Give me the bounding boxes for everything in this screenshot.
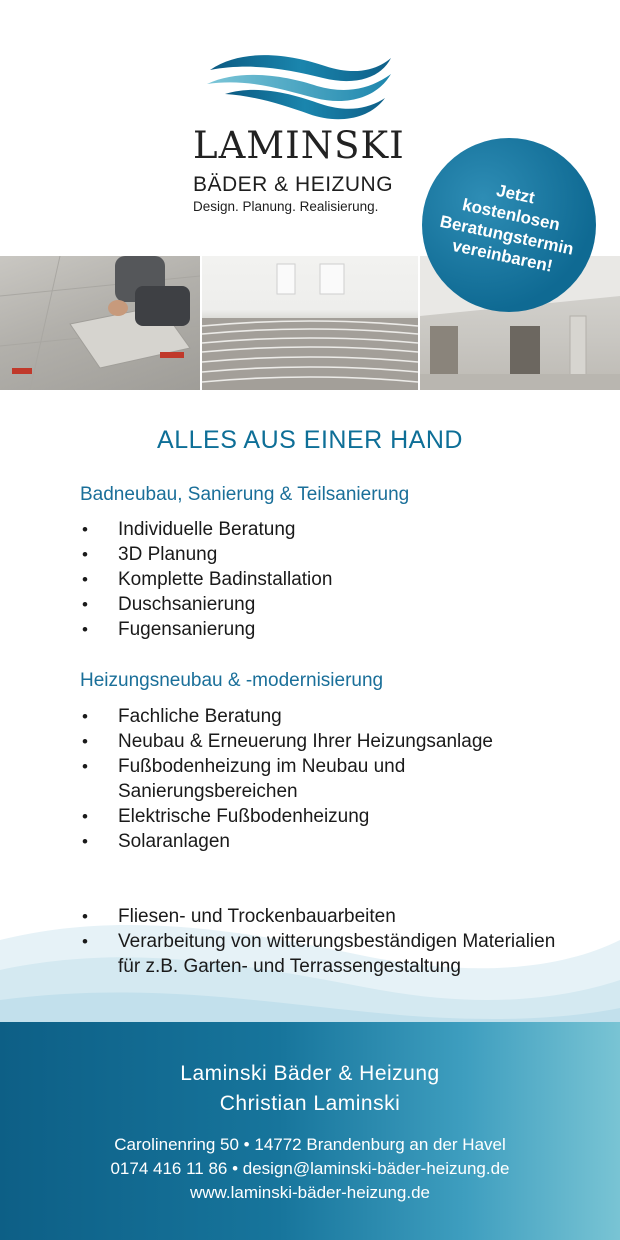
list-item: • 3D Planung	[80, 542, 580, 567]
list-item: • Komplette Badinstallation	[80, 567, 580, 592]
list-item: • Solaranlagen	[80, 829, 500, 854]
brand-name: LAMINSKI	[193, 124, 405, 167]
list-item: • Neubau & Erneuerung Ihrer Heizungsanlage	[80, 729, 500, 754]
underfloor-heating-photo	[202, 256, 418, 390]
bath-services-list	[80, 517, 580, 642]
footer-address: Carolinenring 50 • 14772 Brandenburg an der Havel	[114, 1135, 506, 1154]
section-heading-bath: Badneubau, Sanierung & Teilsanierung	[80, 484, 410, 505]
list-item: • Duschsanierung	[80, 592, 580, 617]
list-item: • Verarbeitung von witterungsbeständigen Materialien für z.B. Garten- und Terrassengestaltung	[80, 929, 580, 979]
footer-contact: 0174 416 11 86 • design@laminski-bäder-heizung.de	[110, 1159, 510, 1178]
footer	[0, 1022, 620, 1240]
badge-text: Jetzt kostenlosen Beratungstermin vereinbaren!	[438, 180, 576, 276]
brand-slogan: Design. Planung. Realisierung.	[193, 199, 379, 214]
footer-owner: Christian Laminski	[219, 1092, 401, 1115]
list-item: • Fugensanierung	[80, 617, 580, 642]
wave-logo-icon	[205, 48, 395, 123]
list-item: • Fliesen- und Trockenbauarbeiten	[80, 904, 580, 929]
tile-laying-photo	[0, 256, 200, 390]
brand-tagline: BÄDER & HEIZUNG	[193, 173, 394, 196]
heating-services-list	[80, 704, 500, 854]
list-item: • Fußbodenheizung im Neubau und Sanierungsbereichen	[80, 754, 500, 804]
footer-company: Laminski Bäder & Heizung	[180, 1062, 440, 1085]
page-title: ALLES AUS EINER HAND	[157, 426, 463, 454]
section-heading-heating: Heizungsneubau & -modernisierung	[80, 670, 384, 691]
consultation-badge	[422, 138, 596, 312]
list-item: • Individuelle Beratung	[80, 517, 580, 542]
other-services-list	[80, 904, 580, 979]
footer-website: www.laminski-bäder-heizung.de	[189, 1183, 430, 1202]
list-item: • Fachliche Beratung	[80, 704, 500, 729]
list-item: • Elektrische Fußbodenheizung	[80, 804, 500, 829]
